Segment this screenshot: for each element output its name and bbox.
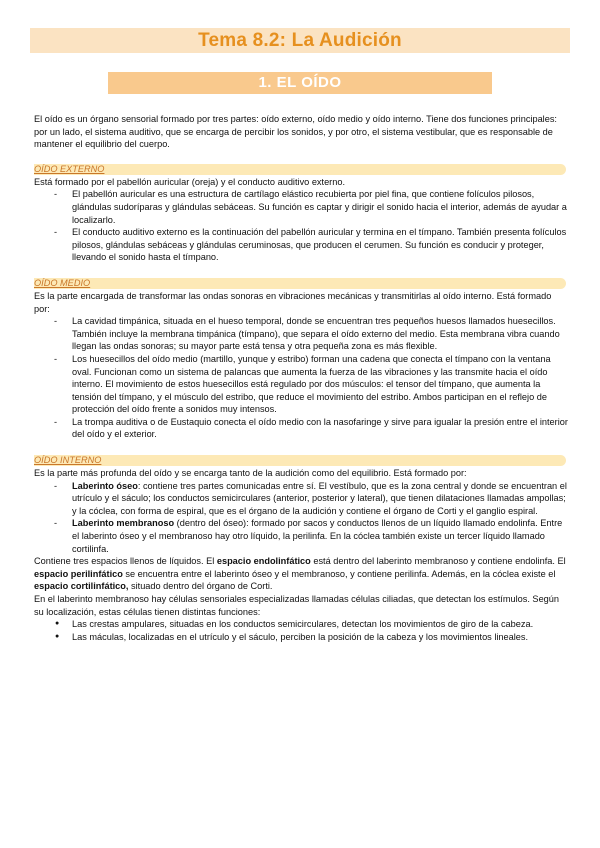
term-bold: espacio perilinfático [34,568,123,579]
list-item: - Los huesecillos del oído medio (martillo, yunque y estribo) forman una cadena que conecta el tímpano con la ventana oval. Funcionan como un sistema de palancas que aumenta la fuerza de las vibraciones y las transmite hacia el oído interno. El movimiento de estos huesecillos está regulado por dos músculos: el tensor del tímpano, que aumenta la tensión del tímpano, y el músculo del estribo, que reduce el movimiento del estribo. Ambos participan en el reflejo de protección del oído frente a sonidos muy intensos. [34,353,568,416]
term-bold: espacio endolinfático [216,556,311,567]
interno-list [34,480,568,556]
term-bold: espacio cortilinfático, [34,581,129,592]
heading-text: OÍDO MEDIO [34,277,91,288]
celulas-list [34,618,568,643]
text-run: está dentro del laberinto membranoso y contiene endolinfa. El [310,556,566,567]
page-title: Tema 8.2: La Audición [198,30,402,51]
heading-text: OÍDO INTERNO [34,455,102,466]
intro-paragraph: El oído es un órgano sensorial formado por tres partes: oído externo, oído medio y oído interno. Tiene dos funciones principales: por un lado, el sistema auditivo, que se encarga de percibir los sonidos, y por otro, el sistema vestibular, que es responsable de mantener el equilibrio del cuerpo. [34,114,557,150]
list-item: - El conducto auditivo externo es la continuación del pabellón auricular y termina en el tímpano. También presenta folículos pilosos, glándulas sebáceas y glándulas ceruminosas, que producen el cerumen. Su función es conducir y proteger, llevando el sonido hasta el tímpano. [34,226,568,264]
list-item: - El pabellón auricular es una estructura de cartílago elástico recubierta por piel fina, que contiene folículos pilosos, glándulas sudoríparas y glándulas sebáceas. Su función es captar y dirigir el sonido hacia el interior, además de ayudar a localizarlo. [34,188,568,226]
heading-oido-externo [34,163,568,176]
text-run: se encuentra entre el laberinto óseo y el membranoso, y contiene perilinfa. Además, en la cóclea existe el [122,568,556,579]
list-item [34,480,568,518]
heading-highlight [34,455,566,466]
list-item: - La trompa auditiva o de Eustaquio conecta el oído medio con la nasofaringe y sirve para igualar la presión entre el interior del oído y el exterior. [34,416,568,441]
title-banner [30,28,570,53]
list-item: ● Las crestas ampulares, situadas en los conductos semicirculares, detectan los movimientos de giro de la cabeza. [34,618,568,631]
text-run: situado dentro del órgano de Corti. [128,581,273,592]
term-text: : contiene tres partes comunicadas entre sí. El vestíbulo, que es la zona central y donde se encuentran el utrículo y el sáculo; los conductos semicirculares (anterior, posterior y lateral), que tienen dilataciones llamadas ampollas; y la cóclea, con forma de espiral, que es el órgano de la audición y contiene el órgano de Corti y el ganglio espiral. [72,480,567,516]
externo-list [34,188,568,264]
medio-list [34,315,568,441]
heading-oido-interno [34,454,568,467]
spacer [34,441,568,454]
interno-lead: Es la parte más profunda del oído y se encarga tanto de la audición como del equilibrio. Está formado por: [34,468,467,479]
espacios-paragraph [34,555,568,593]
medio-lead: Es la parte encargada de transformar las ondas sonoras en vibraciones mecánicas y transmitirlas al oído interno. Está formado por: [34,290,552,314]
externo-lead: Está formado por el pabellón auricular (oreja) y el conducto auditivo externo. [34,176,346,187]
heading-text: OÍDO EXTERNO [34,163,105,174]
heading-highlight [34,164,566,175]
document-body [34,113,568,643]
heading-oido-medio [34,277,568,290]
term-bold: Laberinto óseo [72,480,138,491]
term-text: (dentro del óseo): formado por sacos y conductos llenos de un líquido llamado endolinfa. Entre el laberinto óseo y el membranoso hay otro líquido, la perilinfa. En la cóclea también existe un tercer líquido llamado cortilinfa. [72,518,563,554]
celulas-paragraph: En el laberinto membranoso hay células sensoriales especializadas llamadas células ciliadas, que detectan los estímulos. Según su localización, estas células tienen distintas funciones: [34,594,560,617]
term-bold: Laberinto membranoso [72,518,175,529]
list-item [34,517,568,555]
list-item: ● Las máculas, localizadas en el utrículo y el sáculo, perciben la posición de la cabeza y los movimientos lineales. [34,631,568,644]
list-item: - La cavidad timpánica, situada en el hueso temporal, donde se encuentran tres pequeños huesos llamados huesecillos. También incluye la membrana timpánica (tímpano), que separa el oído externo del medio. Esta membrana vibra cuando llegan las ondas sonoras; su mayor parte está tensa y otra pequeña zona es más flexible. [34,315,568,353]
heading-highlight [34,278,566,289]
section-banner [108,72,492,94]
text-run: Contiene tres espacios llenos de líquidos. El [34,556,217,567]
section-title: 1. EL OÍDO [258,74,342,91]
spacer [34,264,568,277]
